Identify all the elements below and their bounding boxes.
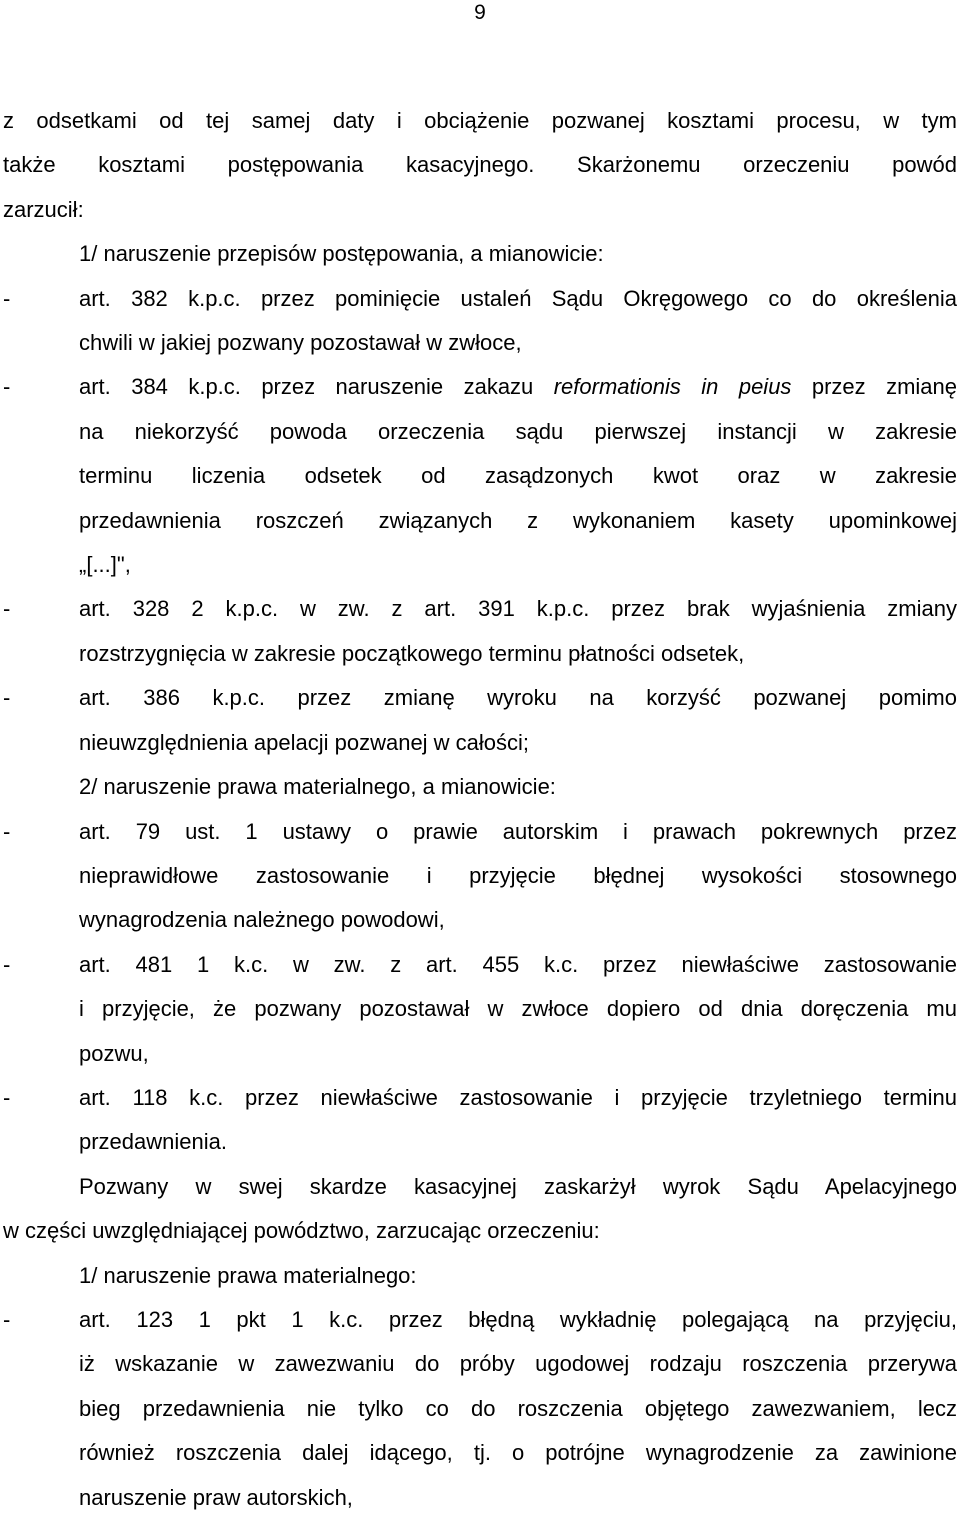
list-dash: - [3,374,11,400]
text-line: art. 118 k.c. przez niewłaściwe zastosowanie i przyjęcie trzyletniego terminu [79,1084,957,1110]
list-item [3,810,957,943]
list-item [3,587,957,676]
text-line: art. 328 2 k.p.c. w zw. z art. 391 k.p.c. przez brak wyjaśnienia zmiany [79,596,957,622]
text-line: naruszenie praw autorskich, [79,1484,353,1510]
section-heading-substantive: 2/ naruszenie prawa materialnego, a mianowicie: [79,774,556,800]
list-dash: - [3,951,11,977]
document-body [3,99,957,1520]
list-dash: - [3,1306,11,1332]
list-item [3,1076,957,1165]
text-line: rozstrzygnięcia w zakresie początkowego terminu płatności odsetek, [79,640,745,666]
paragraph-intro [3,99,957,232]
text-line: z odsetkami od tej samej daty i obciążenie pozwanej kosztami procesu, w tym [3,108,957,133]
text-line: iż wskazanie w zawezwaniu do próby ugodowej rodzaju roszczenia przerywa [79,1351,957,1377]
list-dash: - [3,285,11,311]
text-line: Pozwany w swej skardze kasacyjnej zaskarżył wyrok Sądu Apelacyjnego [79,1173,957,1199]
text-line: zarzucił: [3,196,84,222]
list-item [3,676,957,765]
text-line: art. 382 k.p.c. przez pominięcie ustaleń Sądu Okręgowego co do określenia [79,285,957,311]
paragraph-cassation [3,1165,957,1254]
section-heading-substantive-2: 1/ naruszenie prawa materialnego: [79,1262,417,1288]
text-line: nieprawidłowe zastosowanie i przyjęcie błędnej wysokości stosownego [79,862,957,888]
list-item [3,277,957,366]
list-dash: - [3,596,11,622]
list-item [3,1298,957,1520]
text-line: bieg przedawnienia nie tylko co do roszczenia objętego zawezwaniem, lecz [79,1395,957,1421]
text-line: art. 481 1 k.c. w zw. z art. 455 k.c. przez niewłaściwe zastosowanie [79,951,957,977]
list-dash: - [3,1084,11,1110]
list-item [3,365,957,587]
latin-phrase: reformationis in peius [553,374,792,400]
text-line [79,365,957,409]
text-line: w części uwzględniającej powództwo, zarzucając orzeczeniu: [3,1218,600,1244]
text-line: chwili w jakiej pozwany pozostawał w zwłoce, [79,330,522,356]
text-run: art. 384 k.p.c. przez naruszenie zakazu [79,374,554,400]
text-line: i przyjęcie, że pozwany pozostawał w zwłoce dopiero od dnia doręczenia mu [79,996,957,1022]
text-line: również roszczenia dalej idącego, tj. o potrójne wynagrodzenie za zawinione [79,1440,957,1466]
list-dash: - [3,818,11,844]
section-heading-procedural: 1/ naruszenie przepisów postępowania, a mianowicie: [79,241,604,267]
text-line: przedawnienia. [79,1129,227,1155]
text-line: także kosztami postępowania kasacyjnego. Skarżonemu orzeczeniu powód [3,152,957,178]
list-item [3,943,957,1076]
text-line: nieuwzględnienia apelacji pozwanej w całości; [79,729,530,755]
text-line: art. 386 k.p.c. przez zmianę wyroku na korzyść pozwanej pomimo [79,685,957,711]
text-line: art. 123 1 pkt 1 k.c. przez błędną wykładnię polegającą na przyjęciu, [79,1306,957,1332]
text-line: art. 79 ust. 1 ustawy o prawie autorskim i prawach pokrewnych przez [79,818,957,844]
text-line: „[...]", [79,552,131,578]
text-run: przez zmianę [791,374,957,400]
page-number: 9 [474,1,486,24]
text-line: pozwu, [79,1040,149,1066]
text-line: wynagrodzenia należnego powodowi, [79,907,445,933]
text-line: terminu liczenia odsetek od zasądzonych kwot oraz w zakresie [79,463,957,489]
text-line: przedawnienia roszczeń związanych z wykonaniem kasety upominkowej [79,507,957,533]
list-dash: - [3,685,11,711]
text-line: na niekorzyść powoda orzeczenia sądu pierwszej instancji w zakresie [79,418,957,444]
